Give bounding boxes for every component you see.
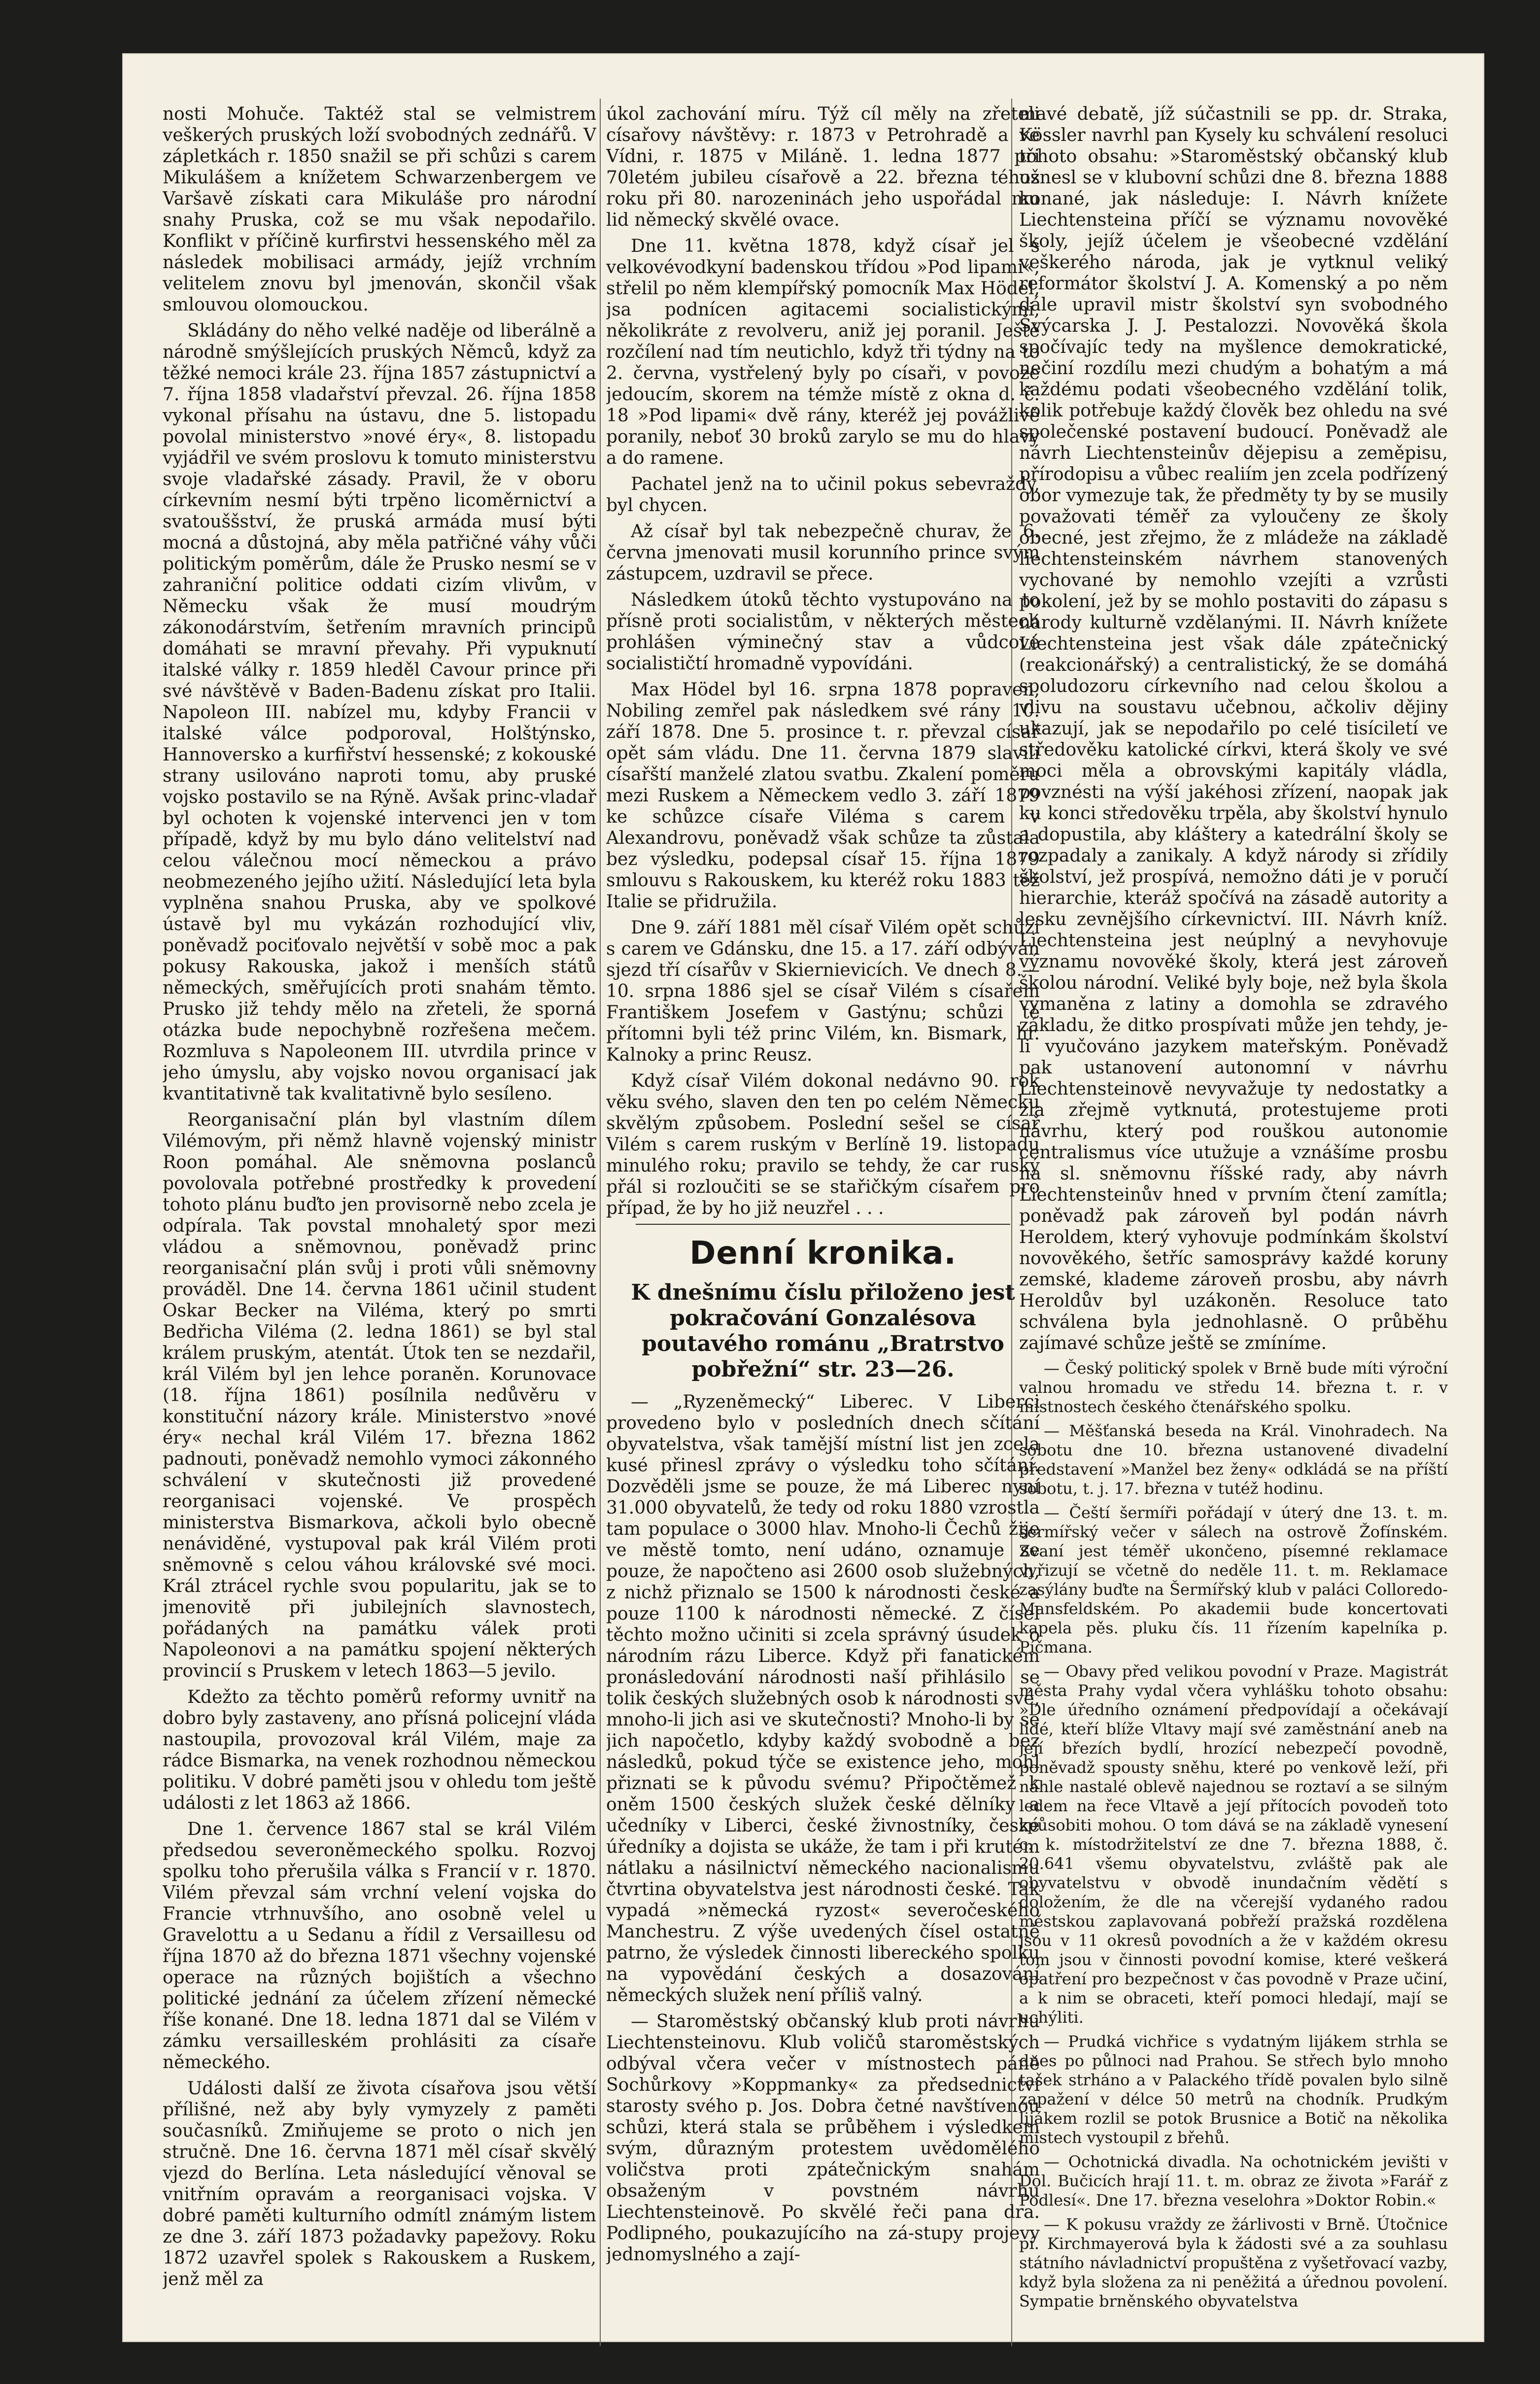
paragraph: Dne 1. července 1867 stal se král Vilém předsedou severoněmeckého spolku. Rozvoj spolku toho přerušila válka s Francií v r. 1870. Vilém převzal sám vrchní velení vojska do Francie vtrhnuvšího, ano osobně velel u Gravelottu a u Sedanu a řídil z Versaillesu od října 1870 až do března 1871 všechny vojenské operace na různých bojištích a všechno politické jednání za účelem zřízení německé říše konané. Dne 18. ledna 1871 dal se Vilém v zámku versailleském prohlásiti za císaře německého.	[163, 1819, 596, 2073]
news-item: — Staroměstský občanský klub proti návrhu Liechtensteinovu. Klub voličů staroměstských odbýval včera večer v místnostech páně Sochůrkovy »Koppmanky« za předsednictví starosty svého p. Jos. Dobra četné navštívenou schůzi, která stala se průběhem i výsledkem svým, důrazným protestem uvědomělého voličstva proti zpátečnickým snahám obsaženým v povstném návrhu Liechtensteinově. Po skvělé řeči pana dra. Podlipného, poukazujícího na zá-stupy projevy jednomyslného a zají-	[606, 2011, 1040, 2265]
paragraph: Pachatel jenž na to učinil pokus sebevraždy, byl chycen.	[606, 474, 1040, 516]
paragraph: Následkem útoků těchto vystupováno na to přísně proti socialistům, v některých městech prohlášen výminečný stav a vůdcové socialističtí hromadně vypovídáni.	[606, 590, 1040, 674]
scan-border-bottom	[0, 2337, 1540, 2384]
news-item: — Český politický spolek v Brně bude míti výroční valnou hromadu ve středu 14. března t. r. v místnostech českého čtenářského spolku.	[1019, 1359, 1448, 1416]
column-middle	[606, 104, 1040, 2341]
news-item: — „Ryzeněmecký“ Liberec. V Liberci provedeno bylo v posledních dnech sčítání obyvatelstva, však tamější místní list jen zcela kusé přinesl zprávy o výsledku toho sčítání. Dozvěděli jsme se pouze, že má Liberec nyní 31.000 obyvatelů, že tedy od roku 1880 vzrostla tam populace o 3000 hlav. Mnoho-li Čechů žije ve městě tomto, není udáno, oznamuje se pouze, že napočteno asi 2600 osob služebných, z nichž přiznalo se 1500 k národnosti české a pouze 1100 k národnosti německé. Z čísel těchto možno učiniti si zcela správný úsudek o národním rázu Liberce. Když při fanatickém pronásledování národnosti naší přihlásilo se tolik českých služebných osob k národnosti své, mnoho-li jich asi ve skutečnosti? Mnoho-li by se jich napočetlo, kdyby každý svobodně a bez následků, pokud týče se existence jeho, mohl přiznati se k původu svému? Připočtěmež k oněm 1500 českých služek české dělníky a učedníky v Liberci, české živnostníky, české úředníky a dojista se ukáže, že tam i při krutém nátlaku a násilnictví německého nacionalismu čtvrtina obyvatelstva jest národnosti české. Tak vypadá »německá ryzost« severočeského Manchestru. Z výše uvedených čísel ostatně patrno, že výsledek činnosti libereckého spolku na vypovědání českých a dosazování německých služek není příliš valný.	[606, 1392, 1040, 2005]
news-item: — Prudká vichřice s vydatným lijákem strhla se dnes po půlnoci nad Prahou. Se střech bylo mnoho tašek strháno a v Palackého třídě povalen bylo silně zapažení v délce 50 metrů na chodník. Prudkým lijákem rozlil se potok Brusnice a Botič na několika místech vystoupil z břehů.	[1019, 2032, 1448, 2147]
paragraph: Až císař byl tak nebezpečně churav, že 6. června jmenovati musil korunního prince svým zástupcem, uzdravil se přece.	[606, 521, 1040, 584]
column-right	[1019, 104, 1448, 2341]
news-item: — K pokusu vraždy ze žárlivosti v Brně. Útočnice pí. Kirchmayerová byla k žádosti své a za souhlasu státního návladnictví propuštěna z vyšetřovací vazby, když byla složena za ni peněžitá a úřednou povolení. Sympatie brněnského obyvatelstva	[1019, 2215, 1448, 2311]
supplement-notice: K dnešnímu číslu přiloženo jest pokračování Gonzalésova poutavého románu „Bratrstvo pobřežní“ str. 23—26.	[631, 1280, 1015, 1382]
paragraph: Reorganisační plán byl vlastním dílem Vilémovým, při němž hlavně vojenský ministr Roon pomáhal. Ale sněmovna poslanců povolovala potřebné prostředky k provedení tohoto plánu buďto jen provisorně nebo zcela je odpírala. Tak povstal mnohaletý spor mezi vládou a sněmovnou, poněvadž princ reorganisační plán svůj i proti vůli sněmovny prováděl. Dne 14. června 1861 učinil student Oskar Becker na Viléma, který po smrti Bedřicha Viléma (2. ledna 1861) se byl stal králem pruským, atentát. Útok ten se nezdařil, král Vilém byl jen lehce poraněn. Korunovace (18. října 1861) posílnila nedůvěru v konstituční názory krále. Ministerstvo »nové éry« nechal král Vilém 17. března 1862 padnouti, poněvadž nemohlo vymoci zákonného schválení v skutečnosti již provedené reorganisaci vojenské. Ve prospěch ministerstva Bismarkova, ačkoli bylo obecně nenáviděné, vystupoval pak král Vilém proti sněmovně s celou váhou královské své moci. Král ztrácel rychle svou popularitu, jak se to jmenovitě při jubilejních slavnostech, pořádaných na památku válek proti Napoleonovi a na památku spojení některých provincií s Pruskem v letech 1863—5 jevilo.	[163, 1110, 596, 1681]
column-rule	[600, 99, 601, 2346]
scan-border-right	[1483, 0, 1540, 2384]
paragraph: Když císař Vilém dokonal nedávno 90. rok věku svého, slaven den ten po celém Německu skvělým způsobem. Poslední sešel se císař Vilém s carem ruským v Berlíně 19. listopadu minulého roku; pravilo se tehdy, že car ruský přál si rozloučiti se se stařičkým císařem pro případ, že by ho již neuzřel . . .	[606, 1071, 1040, 1218]
section-divider	[636, 1224, 1010, 1225]
paragraph: Max Hödel byl 16. srpna 1878 popraven, Nobiling zemřel pak následkem své rány 10. září 1878. Dne 5. prosince t. r. převzal císař opět sám vládu. Dne 11. června 1879 slavili císařští manželé zlatou svatbu. Zkalení poměru mezi Ruskem a Německem vedlo 3. září 1879 ke schůzce císaře Viléma s carem v Alexandrovu, poněvadž však schůze ta zůstala bez výsledku, podepsal císař 15. října 1879 smlouvu s Rakouskem, ku kteréž roku 1883 též Italie se přidružila.	[606, 680, 1040, 912]
section-title: Denní kronika.	[689, 1235, 957, 1272]
paragraph: Dne 9. září 1881 měl císař Vilém opět schůzi s carem ve Gdánsku, dne 15. a 17. září odbýván sjezd tří císařův v Skiernievicích. Ve dnech 8.—10. srpna 1886 sjel se císař Vilém s císařem Františkem Josefem v Gastýnu; schůzi té přítomni byli též princ Vilém, kn. Bismark, hr. Kalnoky a princ Reusz.	[606, 918, 1040, 1065]
paragraph: Dne 11. května 1878, když císař jel s velkovévodkyní badenskou třídou »Pod lipami«, střelil po něm klempířský pomocník Max Hödel, jsa podnícen agitacemi socialistickými, několikráte z revolveru, aniž jej poranil. Ještě rozčílení nad tím neutichlo, když tři týdny na to 2. června, vystřelený byly po císaři, v povoze jedoucím, skorem na témže místě z okna d. č. 18 »Pod lipami« dvě rány, kteréž jej povážlivě poranily, neboť 30 broků zarylo se mu do hlavy a do ramene.	[606, 236, 1040, 468]
paragraph: úkol zachování míru. Týž cíl měly na zřeteli císařovy návštěvy: r. 1873 v Petrohradě a ve Vídni, r. 1875 v Miláně. 1. ledna 1877 při 70letém jubileu císařově a 22. března téhož roku při 80. narozeninách jeho uspořádal mu lid německý skvělé ovace.	[606, 104, 1040, 230]
paragraph: Skládány do něho velké naděje od liberálně a národně smýšlejících pruských Němců, když za těžké nemoci krále 23. října 1857 zástupnictví a 7. října 1858 vladařství převzal. 26. října 1858 vykonal přísahu na ústavu, dne 5. listopadu povolal ministerstvo »nové éry«, 8. listopadu vyjádřil ve svém proslovu k tomuto ministerstvu svoje vladařské zásady. Pravil, že v oboru církevním nesmí býti trpěno licoměrnictví a svatouššství, že pruská armáda musí býti mocná a důstojná, aby měla patřičné váhy vůči politickým poměrům, dále že Prusko nesmí se v zahraniční politice oddati cizím vlivům, v Německu však že musí moudrým zákonodárstvím, šetřením mravních principů domáhati se mravní převahy. Při vypuknutí italské války r. 1859 hleděl Cavour prince při své návštěvě v Baden-Badenu získat pro Italii. Napoleon III. nabízel mu, kdyby Francii v italské válce podporoval, Holštýnsko, Hannoversko a kurfiřství hessenské; z kokouské strany usilováno naproti tomu, aby pruské vojsko postavilo se na Rýně. Avšak princ-vladař byl ochoten k vojenské intervenci jen v tom případě, když by mu bylo dáno velitelství nad celou válečnou mocí německou a právo neobmezeného jejího užití. Následující leta byla vyplněna snahou Pruska, aby ve spolkové ústavě byl mu vykázán rozhodující vliv, poněvadž pociťovalo největší v sobě moc a pak pokusy Rakouska, jakož i menších států německých, směřujících proti snahám těmto. Prusko již tehdy mělo na zřeteli, že sporná otázka bude nepochybně rozřešena mečem. Rozmluva s Napoleonem III. utvrdila prince v jeho úmyslu, aby vojsko novou organisací jak kvantitativně tak kvalitativně bylo sesíleno.	[163, 321, 596, 1104]
news-item: — Čeští šermíři pořádají v úterý dne 13. t. m. šermířský večer v sálech na ostrově Žofínském. Zvaní jest téměř ukončeno, písemné reklamace vyřizují se včetně do neděle 11. t. m. Reklamace zasýlány buďte na Šermířský klub v paláci Colloredo-Mansfeldském. Po akademii bude koncertovati kapela pěs. pluku čís. 11 řízením kapelníka p. Píčmana.	[1019, 1503, 1448, 1657]
column-left	[163, 104, 596, 2341]
paragraph: nosti Mohuče. Taktéž stal se velmistrem veškerých pruských loží svobodných zednářů. V zápletkách r. 1850 snažil se při schůzi s carem Mikulášem a knížetem Schwarzenbergem ve Varšavě získati cara Mikuláše pro národní snahy Pruska, což se mu však nepodařilo. Konflikt v příčině kurfirstvi hessenského měl za následek mobilisaci armády, jejíž vrchním velitelem znovu byl jmenován, skončil však smlouvou olomouckou.	[163, 104, 596, 315]
scan-border-top	[0, 0, 1540, 59]
news-item: — Měšťanská beseda na Král. Vinohradech. Na sobotu dne 10. března ustanovené divadelní představení »Manžel bez ženy« odkládá se na příští sobotu, t. j. 17. března v tutéž hodinu.	[1019, 1421, 1448, 1498]
scan-border-left	[0, 0, 123, 2384]
news-item: — Obavy před velikou povodní v Praze. Magistrát města Prahy vydal včera vyhlášku tohoto obsahu: »Dle úředního oznámení předpovídají a očekávají lidé, kteří blíže Vltavy mají své zaměstnání aneb na její březích bydlí, hrozící nebezpečí povodně, poněvadž spousty sněhu, které po venkově leží, při náhle nastalé oblevě najednou se roztaví a se silným ledem na řece Vltavě a její přítocích povodeň toto způsobiti mohou. O tom dává se na základě vynesení c. k. místodržitelství ze dne 7. března 1888, č. 20.641 všemu obyvatelstvu, zvláště pak ale obyvatelstvu v obvodě inundačním vědětí s doložením, že dle na včerejší vydaného radou městskou zaplavovaná pobřeží pražská rozdělena jsou v 11 okresů povodních a že v každém okresu tom jsou v činnosti povodní komise, které veškerá opatření pro bezpečnost v čas povodně v Praze učiní, a k nim se obraceti, kteří pomoci hledají, mají se uchýliti.	[1019, 1662, 1448, 2027]
news-item: — Ochotnická divadla. Na ochotnickém jevišti v Dol. Bučicích hrají 11. t. m. obraz ze života »Farář z Podlesí«. Dne 17. března veselohra »Doktor Robin.«	[1019, 2152, 1448, 2210]
paragraph: mavé debatě, jíž súčastnili se pp. dr. Straka, Kössler navrhl pan Kysely ku schválení resoluci tohoto obsahu: »Staroměstský občanský klub usnesl se v klubovní schůzi dne 8. března 1888 konané, jak následuje: I. Návrh knížete Liechtensteina příčí se významu novověké školy, jejíž účelem je všeobecné vzdělání veškerého národa, jak je vytknul veliký reformátor školství J. A. Komenský a po něm dále upravil mistr školství syn svobodného Švýcarska J. J. Pestalozzi. Novověká škola spočívajíc tedy na myšlence demokratické, nečiní rozdílu mezi chudým a bohatým a má každému podati všeobecného vzdělání tolik, kolik potřebuje každý člověk bez ohledu na své společenské postavení budoucí. Poněvadž ale návrh Liechtensteinův dějepisu a zeměpisu, přírodopisu a vůbec realiím jen zcela podřízený obor vymezuje tak, že předměty ty by se musily považovati téměř za vyloučeny ze školy obecné, jest zřejmo, že z mládeže na základě liechtensteinském návrhem stanovených vychované by nemohlo vzejíti a vzrůsti pokolení, jež by se mohlo postaviti do zápasu s národy kulturně vzdělanými. II. Návrh knížete Liechtensteina jest však dále zpátečnický (reakcionářský) a centralistický, že se domáhá spoludozoru církevního nad celou školou a vlivu na soustavu učebnou, ačkoliv dějiny ukazují, jak se nepodařilo po celé tisíciletí ve středověku katolické církvi, která školy ve své moci měla a obrovskými kapitály vládla, povznésti na výší jakéhosi zřízení, naopak jak ku konci středověku trpěla, aby školství hynulo a dopustila, aby kláštery a katedrální školy se rozpadaly a zanikaly. A když národy si zřídily školství, jež prospívá, nemožno dáti je v poručí hierarchie, kteráž spočívá na zásadě autority a lesku zevnějšího církevnictví. III. Návrh kníž. Liechtensteina jest neúplný a nevyhovuje významu novověké školy, která jest zároveň školou národní. Veliké byly boje, než byla škola vymaněna z latiny a domohla se zdravého základu, že ditko prospívati může jen tehdy, je-li vyučováno jazykem mateřským. Poněvadž pak ustanovení autonomní v návrhu Liechtensteinově nevyvažuje ty nedostatky a zla zřejmě vytknutá, protestujeme proti návrhu, který pod rouškou autonomie centralismus více utužuje a vznášíme prosbu na sl. sněmovnu říšské rady, aby návrh Liechtensteinův hned v prvním čtení zamítla; poněvadž pak zároveň byl podán návrh Heroldem, který vyhovuje podmínkám školství novověkého, šetříc samosprávy každé koruny zemské, klademe zároveň prosbu, aby návrh Heroldův byl uzákoněn. Resoluce tato schválena byla jednohlasně. O průběhu zajímavé schůze ještě se zmíníme.	[1019, 104, 1448, 1353]
paragraph: Události další ze života císařova jsou větší přílišné, než aby byly vymyzely z paměti současníků. Zmiňujeme se proto o nich jen stručně. Dne 16. června 1871 měl císař skvělý vjezd do Berlína. Leta následující věnoval se vnitřním opravám a reorganisaci vojska. V dobré paměti kulturního odmítl známým listem ze dne 3. září 1873 požadavky papežovy. Roku 1872 uzavřel spolek s Rakouskem a Ruskem, jenž měl za	[163, 2078, 596, 2289]
paragraph: Kdežto za těchto poměrů reformy uvnitř na dobro byly zastaveny, ano přísná policejní vláda nastoupila, provozoval král Vilém, maje za rádce Bismarka, na venek rozhodnou německou politiku. V dobré paměti jsou v ohledu tom ještě události z let 1863 až 1866.	[163, 1687, 596, 1813]
